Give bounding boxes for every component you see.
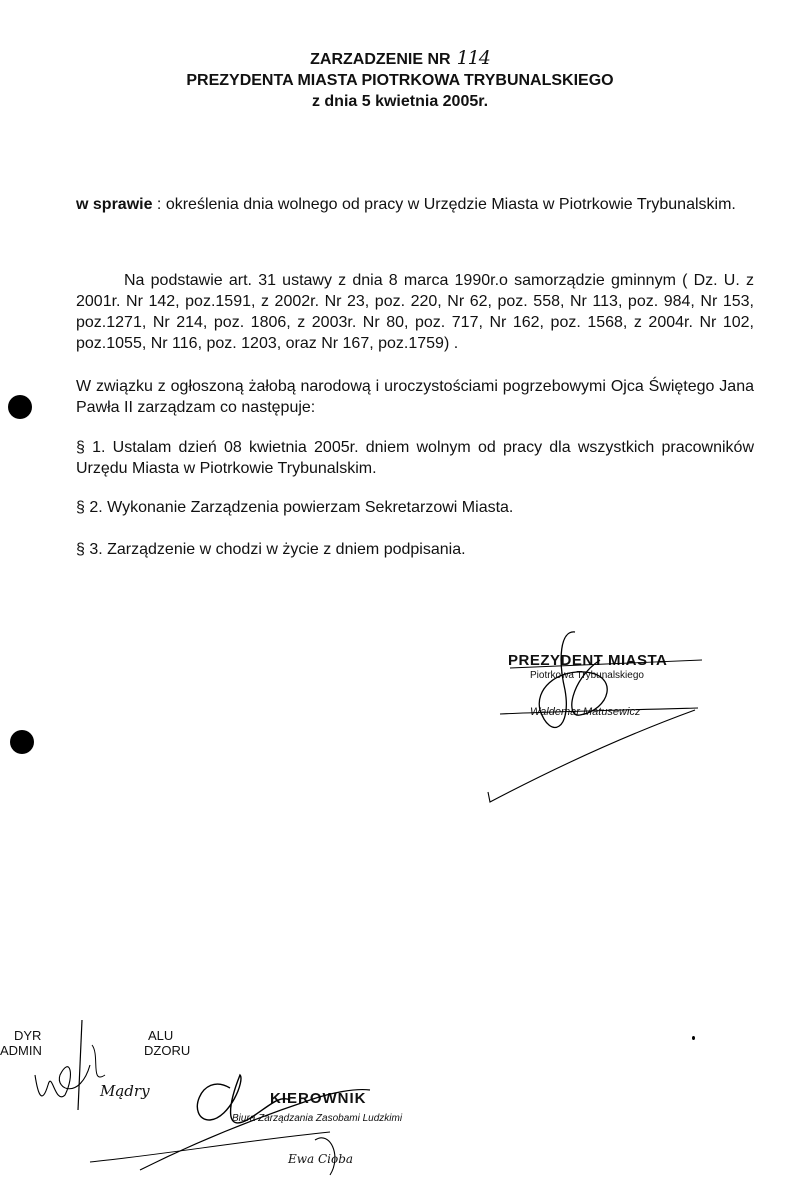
paragraph-2: § 2. Wykonanie Zarządzenia powierzam Sekretarzowi Miasta. <box>76 499 514 516</box>
legal-basis-paragraph: Na podstawie art. 31 ustawy z dnia 8 marca 1990r.o samorządzie gminnym ( Dz. U. z 2001r. Nr 142, poz.1591, z 2002r. Nr 23, poz. 220, Nr 62, poz. 558, Nr 113, poz. 984, Nr 153, poz.1271, Nr 214, poz. 1806, z 2003r. Nr 80, poz. 717, Nr 162, poz. 1568, z 2004r. Nr 102, poz.1055, Nr 116, poz. 1203, oraz Nr 167, poz.1759) . <box>76 272 754 352</box>
paragraph-3: § 3. Zarządzenie w chodzi w życie z dniem podpisania. <box>76 541 466 558</box>
punch-hole-icon <box>10 730 34 754</box>
manager-signature <box>80 1060 380 1178</box>
punch-hole-icon <box>8 395 32 419</box>
intro-paragraph: W związku z ogłoszoną żałobą narodową i uroczystościami pogrzebowymi Ojca Świętego Jana Pawła II zarządzam co następuje: <box>76 378 754 416</box>
admin-signature-name: Mądry <box>100 1082 150 1100</box>
mayor-signature <box>480 620 720 810</box>
speck <box>692 1036 695 1040</box>
admin-stamp-line1-start: DYR <box>14 1028 42 1043</box>
paragraph-1: § 1. Ustalam dzień 08 kwietnia 2005r. dniem wolnym od pracy dla wszystkich pracowników Urzędu Miasta w Piotrkowie Trybunalskim. <box>76 439 754 477</box>
subject-label: w sprawie <box>76 196 153 213</box>
subject-paragraph <box>76 194 754 215</box>
title-line-1 <box>0 48 800 70</box>
subject-text: : określenia dnia wolnego od pracy w Urzędzie Miasta w Piotrkowie Trybunalskim. <box>152 196 736 213</box>
title-line-2: PREZYDENTA MIASTA PIOTRKOWA TRYBUNALSKIEGO <box>186 72 614 89</box>
mayor-stamp-name: Waldemar Matusewicz <box>530 706 641 718</box>
manager-stamp-title: KIEROWNIK <box>270 1090 367 1107</box>
manager-stamp-subtitle: Biura Zarządzania Zasobami Ludzkimi <box>232 1113 403 1124</box>
title-text: ZARZADZENIE NR <box>310 51 451 68</box>
manager-stamp-name: Ewa Cioba <box>288 1152 354 1166</box>
order-number-handwritten: 114 <box>456 47 490 69</box>
title-date: z dnia 5 kwietnia 2005r. <box>311 93 489 110</box>
admin-stamp-line2-start: ADMIN <box>0 1043 42 1058</box>
admin-stamp-line1-end: ALU <box>148 1028 174 1043</box>
mayor-stamp-subtitle: Piotrkowa Trybunalskiego <box>530 670 644 681</box>
mayor-stamp-title: PREZYDENT MIASTA <box>508 652 668 669</box>
admin-stamp-line2-end: DZORU <box>144 1043 191 1058</box>
